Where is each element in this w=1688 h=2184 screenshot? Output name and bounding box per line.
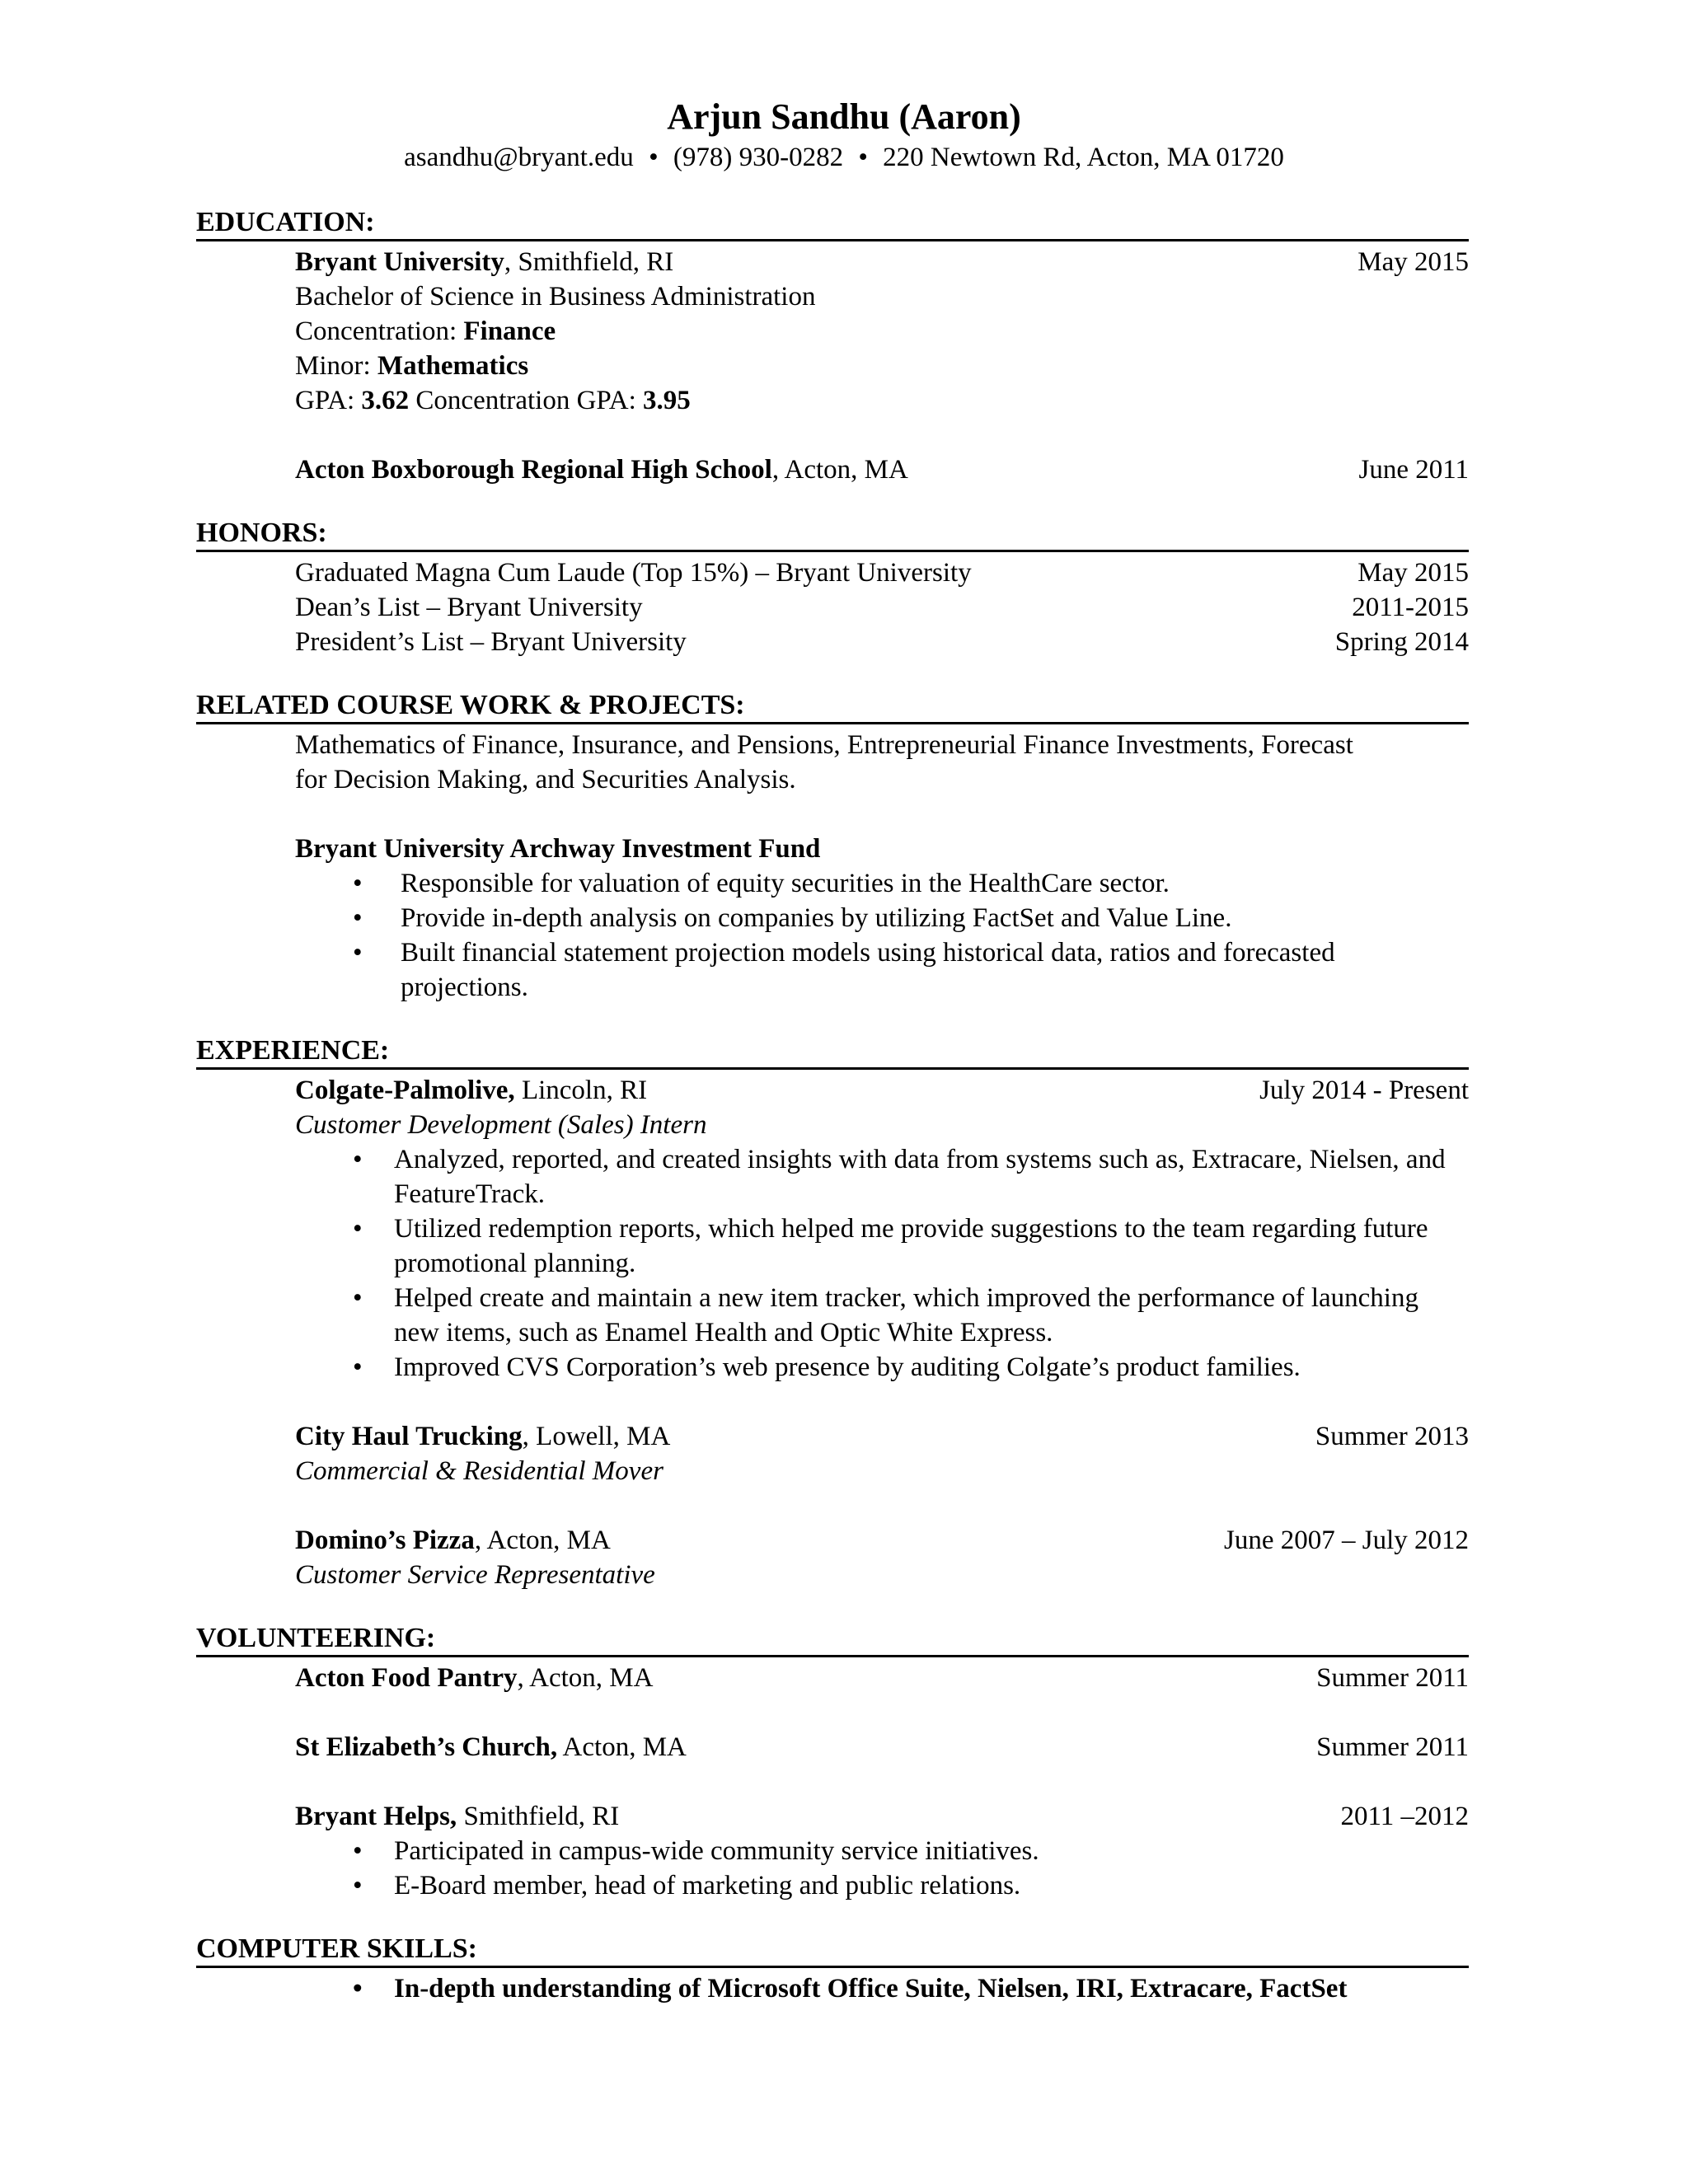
honor-text: Graduated Magna Cum Laude (Top 15%) – Bryant University xyxy=(295,558,972,588)
honors-heading: HONORS: xyxy=(196,518,327,548)
section-rule xyxy=(196,1655,1469,1657)
education-entry xyxy=(295,452,1469,487)
address: 220 Newtown Rd, Acton, MA 01720 xyxy=(883,143,1284,172)
degree: Bachelor of Science in Business Administration xyxy=(295,282,816,312)
volunteering-section xyxy=(196,1661,1469,1834)
school-location: , Acton, MA xyxy=(771,455,908,485)
company-location: , Acton, MA xyxy=(474,1526,611,1555)
company-location: Lincoln, RI xyxy=(514,1076,648,1105)
gpa-label: GPA: xyxy=(295,386,362,415)
bullet-item: • Responsible for valuation of equity securities in the HealthCare sector. xyxy=(295,866,1469,901)
minor-label: Minor: xyxy=(295,351,377,381)
resume-content xyxy=(196,206,1469,2006)
email: asandhu@bryant.edu xyxy=(404,143,634,172)
education-heading: EDUCATION: xyxy=(196,207,375,237)
coursework-section xyxy=(196,728,1469,866)
education-entry xyxy=(295,245,1469,279)
gpa xyxy=(295,383,1469,418)
section-rule xyxy=(196,1067,1469,1070)
job-role: Customer Development (Sales) Intern xyxy=(295,1110,707,1140)
volunteer-item xyxy=(295,1730,1469,1765)
volunteer-date: 2011 –2012 xyxy=(1340,1802,1469,1831)
project-bullets xyxy=(196,866,1469,1005)
job-bullets xyxy=(196,1142,1469,1385)
school-name: Bryant University xyxy=(295,247,504,277)
gpa-value: 3.62 xyxy=(361,386,410,415)
honor-item xyxy=(295,555,1469,590)
job-role: Commercial & Residential Mover xyxy=(295,1456,663,1486)
concentration-gpa-value: 3.95 xyxy=(643,386,691,415)
job-date: Summer 2013 xyxy=(1315,1422,1469,1451)
org-name: Bryant Helps, xyxy=(295,1802,457,1831)
skills-bullets xyxy=(196,1971,1469,2006)
bullet-item: • Utilized redemption reports, which helped me provide suggestions to the team regarding future promotional planning. xyxy=(295,1212,1469,1281)
concentration-label: Concentration: xyxy=(295,316,464,346)
job-header xyxy=(295,1073,1469,1108)
coursework-heading: RELATED COURSE WORK & PROJECTS: xyxy=(196,690,745,720)
resume-header xyxy=(0,96,1688,175)
bullet-item: • Analyzed, reported, and created insights with data from systems such as, Extracare, Nielsen, and FeatureTrack. xyxy=(295,1142,1469,1212)
section-rule xyxy=(196,722,1469,724)
honors-section xyxy=(196,555,1469,659)
concentration-gpa-label: Concentration GPA: xyxy=(409,386,644,415)
section-rule xyxy=(196,1966,1469,1968)
minor xyxy=(295,349,1469,383)
volunteer-bullets xyxy=(196,1834,1469,1903)
applicant-name: Arjun Sandhu (Aaron) xyxy=(667,96,1021,137)
job-header xyxy=(295,1419,1469,1454)
volunteer-date: Summer 2011 xyxy=(1316,1732,1469,1762)
org-location: , Acton, MA xyxy=(517,1663,654,1693)
education-section xyxy=(196,245,1469,487)
concentration-value: Finance xyxy=(463,316,556,346)
section-rule xyxy=(196,550,1469,552)
company-name: Domino’s Pizza xyxy=(295,1526,475,1555)
company-name: Colgate-Palmolive, xyxy=(295,1076,515,1105)
volunteering-heading: VOLUNTEERING: xyxy=(196,1623,436,1653)
experience-section xyxy=(196,1385,1469,1592)
separator-dot: • xyxy=(649,143,659,172)
school-location: , Smithfield, RI xyxy=(504,247,674,277)
org-name: St Elizabeth’s Church, xyxy=(295,1732,558,1762)
contact-line xyxy=(0,140,1688,175)
volunteer-item xyxy=(295,1799,1469,1834)
bullet-item: • Improved CVS Corporation’s web presence by auditing Colgate’s product families. xyxy=(295,1350,1469,1385)
volunteer-item xyxy=(295,1661,1469,1695)
concentration xyxy=(295,314,1469,349)
bullet-item: • Provide in-depth analysis on companies by utilizing FactSet and Value Line. xyxy=(295,901,1469,935)
experience-section xyxy=(196,1073,1469,1142)
job-role: Customer Service Representative xyxy=(295,1560,655,1590)
section-rule xyxy=(196,239,1469,241)
volunteer-date: Summer 2011 xyxy=(1316,1663,1469,1693)
graduation-date: June 2011 xyxy=(1358,455,1469,485)
honor-date: May 2015 xyxy=(1357,558,1469,588)
honor-date: 2011-2015 xyxy=(1352,593,1469,622)
honor-item xyxy=(295,625,1469,659)
skills-heading: COMPUTER SKILLS: xyxy=(196,1933,477,1964)
graduation-date: May 2015 xyxy=(1357,247,1469,277)
job-header xyxy=(295,1523,1469,1558)
company-name: City Haul Trucking xyxy=(295,1422,523,1451)
job-date: June 2007 – July 2012 xyxy=(1224,1526,1469,1555)
project-title: Bryant University Archway Investment Fund xyxy=(295,834,821,864)
honor-date: Spring 2014 xyxy=(1334,627,1469,657)
coursework-line: Mathematics of Finance, Insurance, and Pensions, Entrepreneurial Finance Investments, Forecast xyxy=(295,730,1353,760)
experience-heading: EXPERIENCE: xyxy=(196,1035,390,1066)
separator-dot: • xyxy=(858,143,868,172)
minor-value: Mathematics xyxy=(377,351,529,381)
bullet-item: • E-Board member, head of marketing and public relations. xyxy=(295,1868,1469,1903)
bullet-item: • Built financial statement projection models using historical data, ratios and forecasted projections. xyxy=(295,935,1469,1005)
job-date: July 2014 - Present xyxy=(1259,1076,1469,1105)
honor-item xyxy=(295,590,1469,625)
coursework-line: for Decision Making, and Securities Analysis. xyxy=(295,765,796,794)
honor-text: Dean’s List – Bryant University xyxy=(295,593,643,622)
org-location: Acton, MA xyxy=(557,1732,687,1762)
school-name: Acton Boxborough Regional High School xyxy=(295,455,772,485)
bullet-item: • In-depth understanding of Microsoft Office Suite, Nielsen, IRI, Extracare, FactSet xyxy=(295,1971,1469,2006)
org-name: Acton Food Pantry xyxy=(295,1663,518,1693)
phone: (978) 930-0282 xyxy=(673,143,844,172)
bullet-item: • Helped create and maintain a new item tracker, which improved the performance of launching new items, such as Enamel Health and Optic White Express. xyxy=(295,1281,1469,1350)
company-location: , Lowell, MA xyxy=(522,1422,671,1451)
org-location: Smithfield, RI xyxy=(457,1802,620,1831)
honor-text: President’s List – Bryant University xyxy=(295,627,687,657)
bullet-item: • Participated in campus-wide community service initiatives. xyxy=(295,1834,1469,1868)
